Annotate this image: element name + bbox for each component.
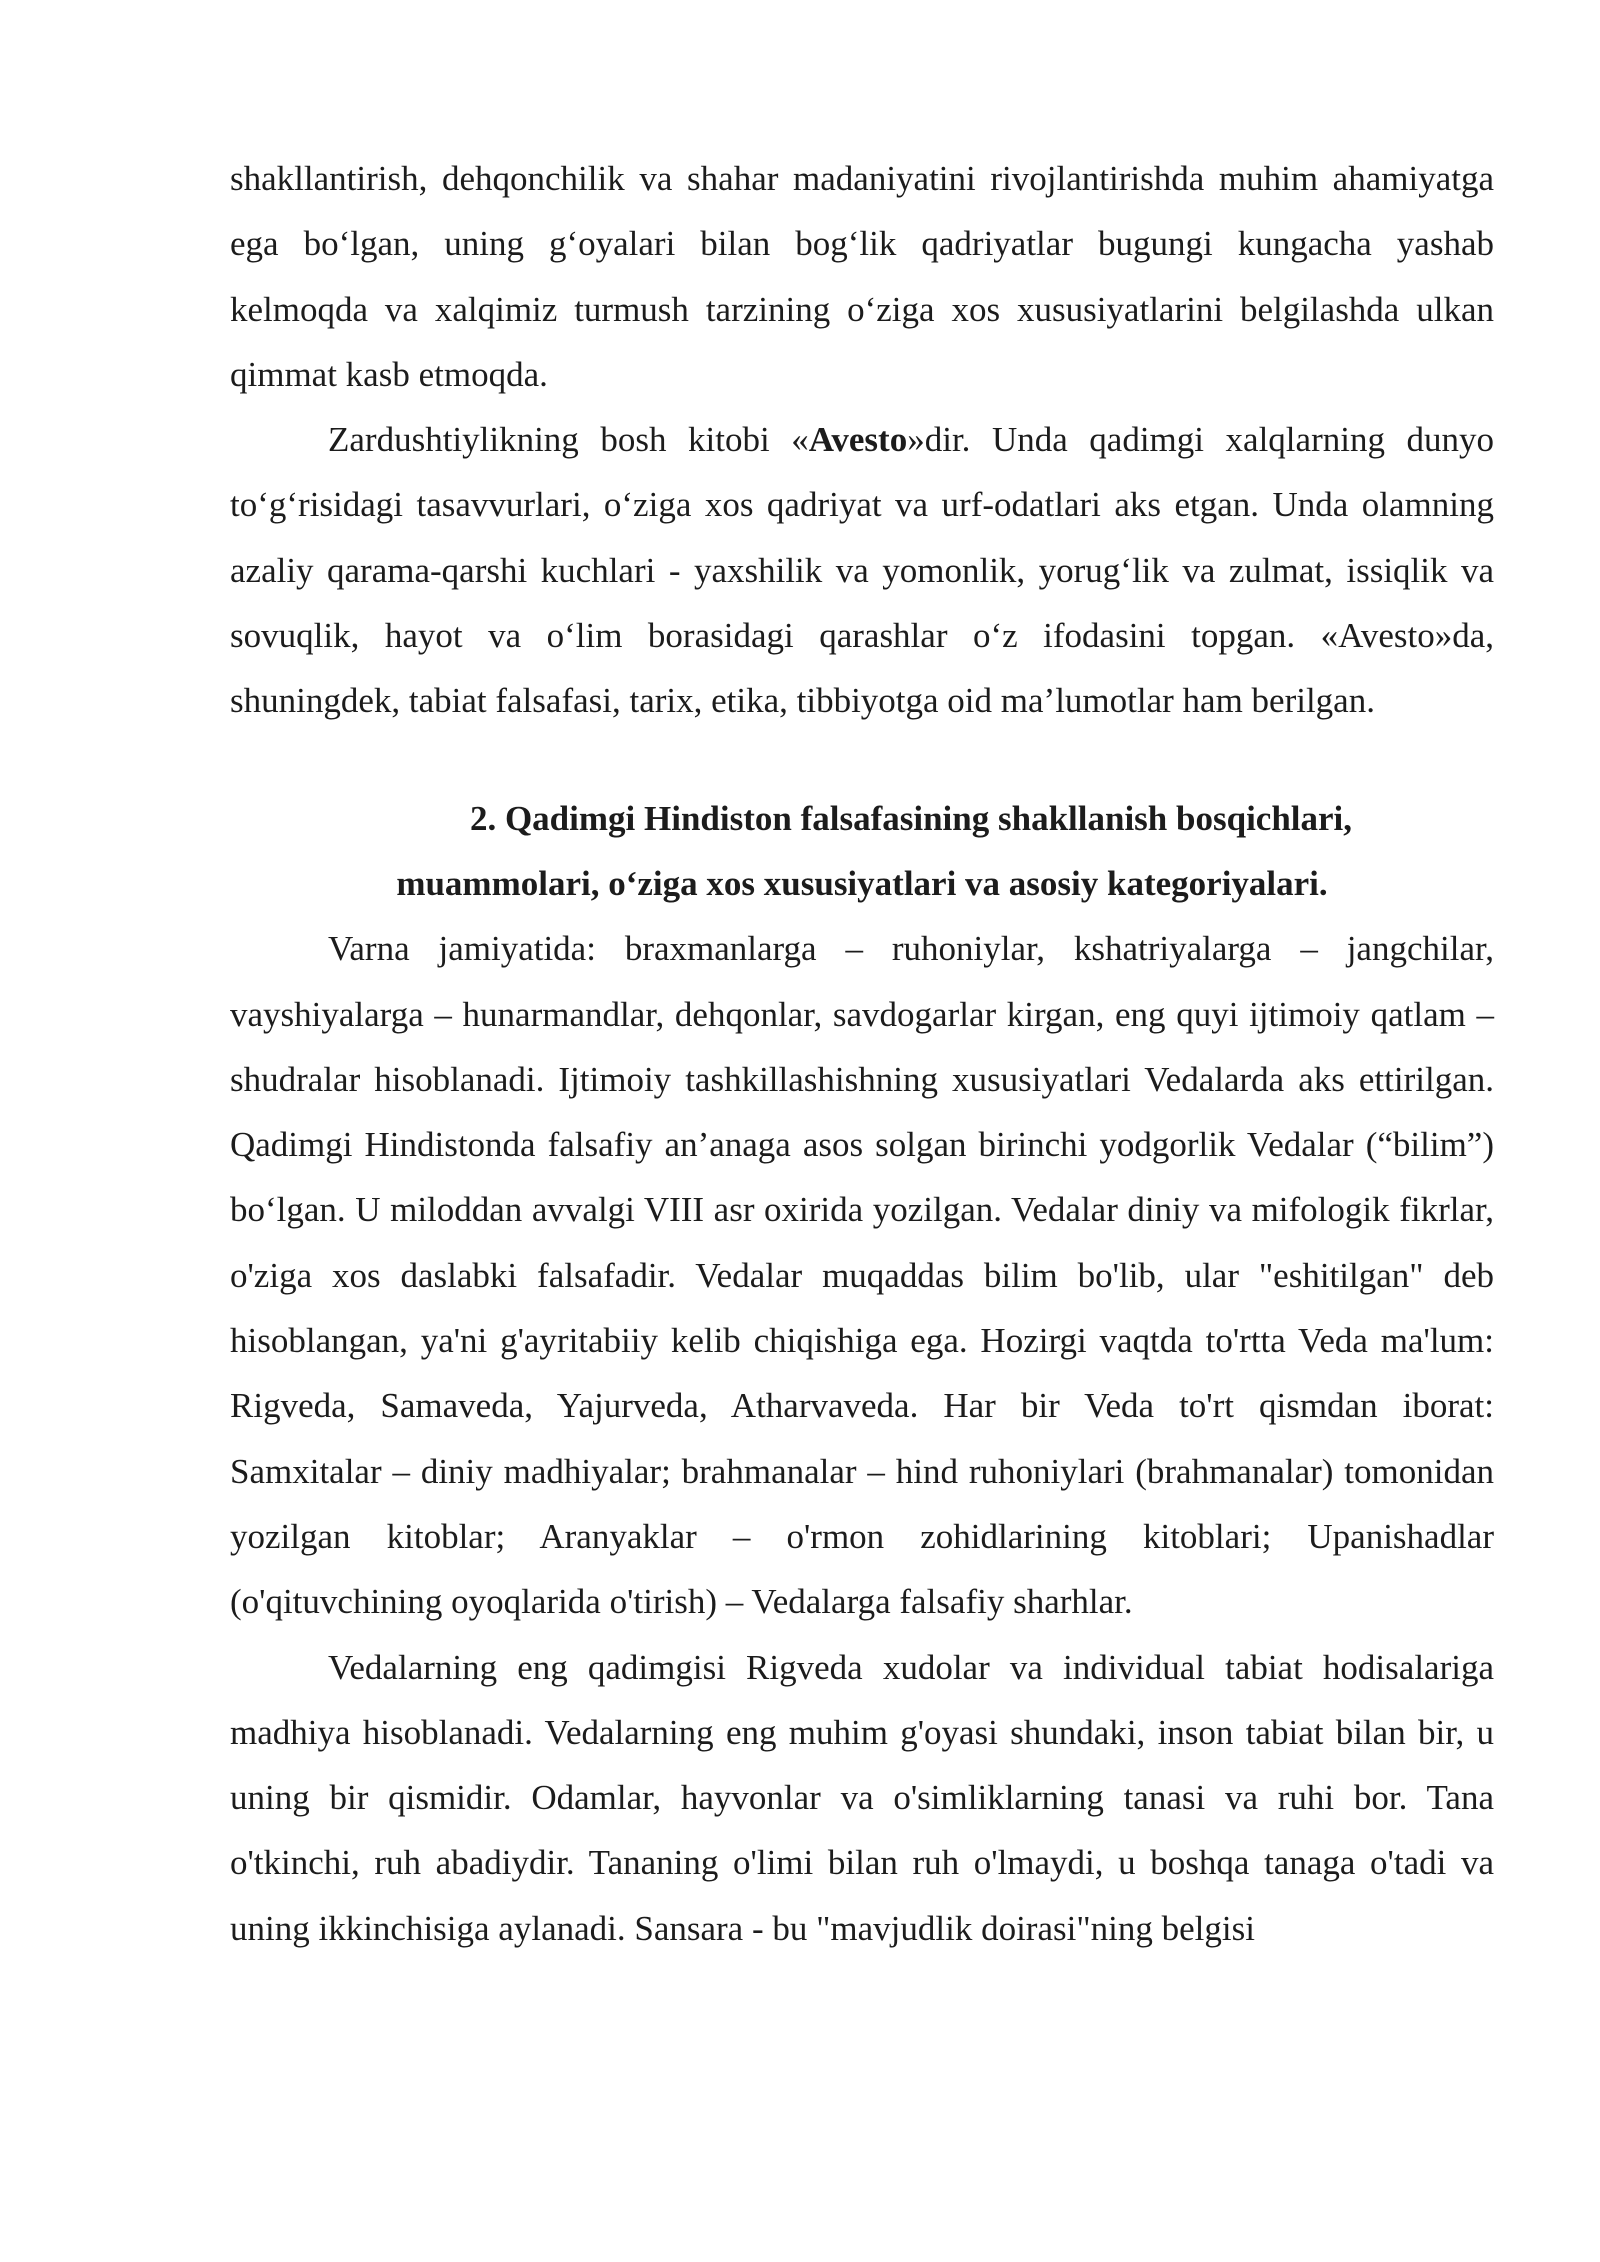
paragraph-2-start: Zardushtiylikning bosh kitobi « <box>328 420 809 460</box>
paragraph-3: Varna jamiyatida: braxmanlarga – ruhoniylar, kshatriyalarga – jangchilar, vayshiyalarga – hunarmandlar, dehqonlar, savdogarlar kirgan, eng quyi ijtimoiy qatlam – shudralar hisoblanadi. Ijtimoiy tashkillashishning xususiyatlari Vedalarda aks ettirilgan. Qadimgi Hindistonda falsafiy an’anaga asos solgan birinchi yodgorlik Vedalar (“bilim”) bo‘lgan. U miloddan avvalgi VIII asr oxirida yozilgan. Vedalar diniy va mifologik fikrlar, o'ziga xos daslabki falsafadir. Vedalar muqaddas bilim bo'lib, ular "eshitilgan" deb hisoblangan, ya'ni g'ayritabiiy kelib chiqishiga ega. Hozirgi vaqtda to'rtta Veda ma'lum: Rigveda, Samaveda, Yajurveda, Atharvaveda. Har bir Veda to'rt qismdan iborat: Samxitalar – diniy madhiyalar; brahmanalar – hind ruhoniylari (brahmanalar) tomonidan yozilgan kitoblar; Aranyaklar – o'rmon zohidlarining kitoblari; Upanishadlar (o'qituvchining oyoqlarida o'tirish) – Vedalarga falsafiy sharhlar. <box>230 929 1494 1622</box>
section-heading-line-2: muammolari, o‘ziga xos xususiyatlari va asosiy kategoriyalari. <box>396 863 1328 903</box>
paragraph-1: shakllantirish, dehqonchilik va shahar madaniyatini rivojlantirishda muhim ahamiyatga ega bo‘lgan, uning g‘oyalari bilan bog‘lik qadriyatlar bugungi kungacha yashab kelmoqda va xalqimiz turmush tarzining o‘ziga xos xususiyatlarini belgilashda ulkan qimmat kasb etmoqda. <box>230 159 1494 394</box>
section-gap <box>230 734 1494 786</box>
paragraph-2 <box>230 407 1494 733</box>
paragraph-4: Vedalarning eng qadimgisi Rigveda xudolar va individual tabiat hodisalariga madhiya hisoblanadi. Vedalarning eng muhim g'oyasi shundaki, inson tabiat bilan bir, u uning bir qismidir. Odamlar, hayvonlar va o'simliklarning tanasi va ruhi bor. Tana o'tkinchi, ruh abadiydir. Tananing o'limi bilan ruh o'lmaydi, u boshqa tanaga o'tadi va uning ikkinchisiga aylanadi. Sansara - bu "mavjudlik doirasi"ning belgisi <box>230 1647 1494 1948</box>
avesto-bold: Avesto <box>808 420 908 460</box>
section-heading-line-1: 2. Qadimgi Hindiston falsafasining shakllanish bosqichlari, <box>469 798 1353 838</box>
document-page <box>230 146 1494 1961</box>
section-heading <box>230 786 1494 917</box>
paragraph-2-rest: »dir. Unda qadimgi xalqlarning dunyo to‘g‘risidagi tasavvurlari, o‘ziga xos qadriyat va urf-odatlari aks etgan. Unda olamning azaliy qarama-qarshi kuchlari - yaxshilik va yomonlik, yorug‘lik va zulmat, issiqlik va sovuqlik, hayot va o‘lim borasidagi qarashlar o‘z ifodasini topgan. «Avesto»da, shuningdek, tabiat falsafasi, tarix, etika, tibbiyotga oid ma’lumotlar ham berilgan. <box>230 420 1494 721</box>
